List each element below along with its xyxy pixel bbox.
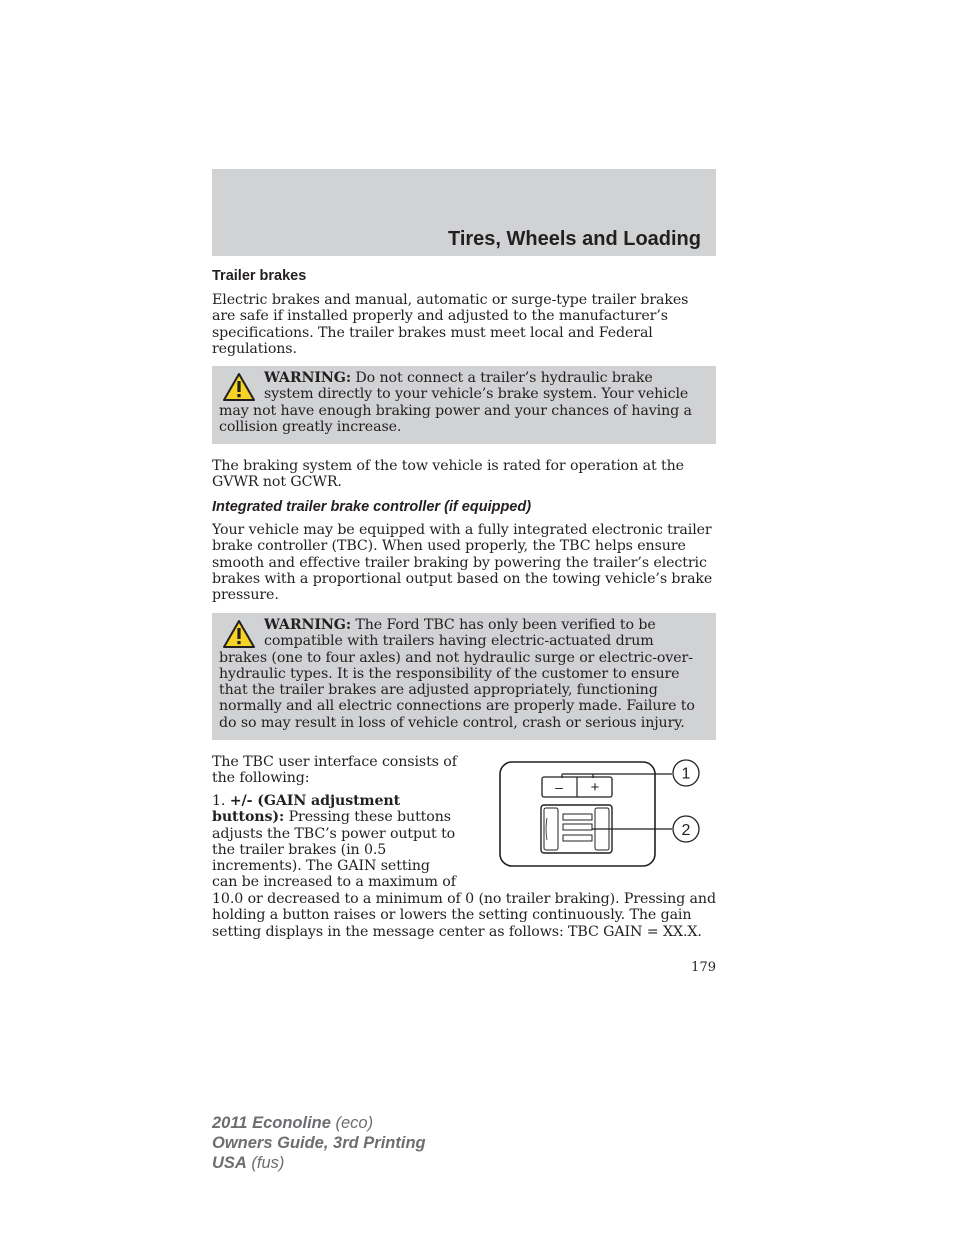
plus-button-glyph: + bbox=[590, 779, 600, 796]
footer-model-code: (eco) bbox=[330, 1114, 374, 1132]
footer-model: 2011 Econoline bbox=[212, 1114, 331, 1132]
gain-item-label: +/- (GAIN adjustment buttons): bbox=[212, 793, 401, 826]
document-footer bbox=[212, 1113, 426, 1173]
section-header-band bbox=[212, 169, 716, 256]
warning-triangle-icon bbox=[222, 372, 256, 402]
trailer-brakes-heading: Trailer brakes bbox=[212, 268, 307, 284]
callout-2-number: 2 bbox=[681, 822, 691, 839]
footer-market: USA bbox=[212, 1154, 247, 1172]
section-title: Tires, Wheels and Loading bbox=[447, 228, 701, 250]
warning-text: The Ford TBC has only been verified to be compatible with trailers having electric-actuated drum brakes (one to four axles) and not hydraulic surge or electric-over-hydraulic types. It is the responsibility of the customer to ensure that the trailer brakes are adjusted appropriately, functioning normally and all electric connections are properly made. Failure to do so may result in loss of vehicle control, crash or serious injury. bbox=[219, 617, 695, 731]
minus-button-glyph: – bbox=[555, 779, 563, 795]
lever-bar-top bbox=[563, 814, 592, 820]
page-number: 179 bbox=[691, 960, 716, 975]
lever-bar-middle bbox=[563, 824, 592, 830]
warning-box-tbc bbox=[212, 613, 716, 740]
gain-item-number: 1. bbox=[212, 793, 230, 809]
gain-item-paragraph bbox=[212, 793, 457, 891]
callout-1-number: 1 bbox=[681, 765, 691, 783]
warning-box-hydraulic bbox=[212, 366, 716, 444]
gvwr-paragraph: The braking system of the tow vehicle is rated for operation at the GVWR not GCWR. bbox=[212, 458, 684, 491]
warning-text: Do not connect a trailer’s hydraulic brake system directly to your vehicle’s brake system. Your vehicle may not have enough braking power and your chances of having a collision greatly increase. bbox=[219, 370, 692, 435]
footer-market-code: (fus) bbox=[246, 1154, 285, 1172]
warning-label: WARNING: bbox=[264, 617, 351, 633]
footer-guide: Owners Guide, 3rd Printing bbox=[212, 1134, 426, 1152]
trailer-brakes-paragraph: Electric brakes and manual, automatic or surge-type trailer brakes are safe if installed properly and adjusted to the manufacturer’s specifications. The trailer brakes must meet local and Federal regulations. bbox=[212, 292, 689, 357]
tbc-heading: Integrated trailer brake controller (if equipped) bbox=[212, 499, 532, 515]
lever-bar-bottom bbox=[563, 835, 592, 841]
warning-label: WARNING: bbox=[264, 370, 351, 386]
warning-triangle-icon bbox=[222, 619, 256, 649]
gain-item-text: Pressing these buttons adjusts the TBC’s power output to the trailer brakes (in 0.5 increments). The GAIN setting can be increased to a maximum of bbox=[212, 809, 456, 891]
tbc-controller-diagram bbox=[496, 758, 706, 870]
ui-intro-paragraph: The TBC user interface consists of the following: bbox=[212, 754, 457, 787]
tbc-paragraph: Your vehicle may be equipped with a fully integrated electronic trailer brake controller (TBC). When used properly, the TBC helps ensure smooth and effective trailer braking by powering the trailer’s electric brakes with a proportional output based on the towing vehicle’s brake pressure. bbox=[212, 522, 713, 604]
gain-item-continued: 10.0 or decreased to a minimum of 0 (no trailer braking). Pressing and holding a button raises or lowers the setting continuously. The gain setting displays in the message center as follows: TBC GAIN = XX.X. bbox=[212, 891, 716, 940]
